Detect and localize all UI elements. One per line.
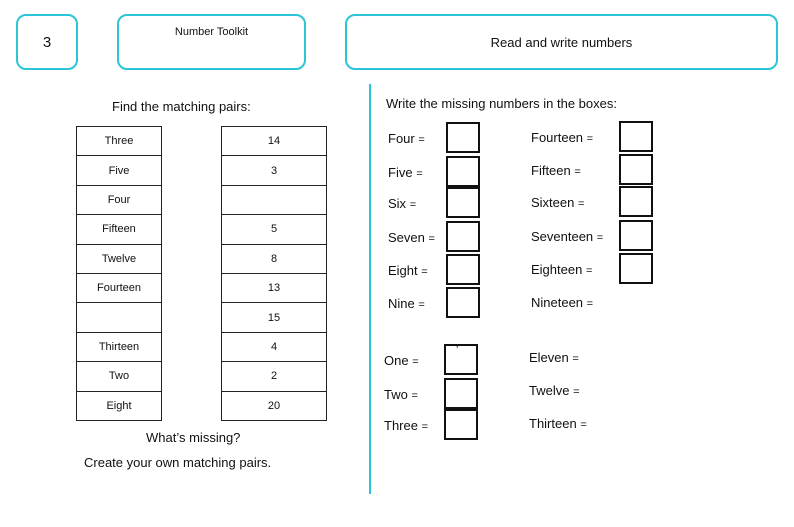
number-word-label [388, 296, 425, 311]
number-word: Seventeen [531, 229, 594, 244]
number-word-label [529, 416, 587, 431]
table-row [77, 185, 162, 214]
number-word-label [531, 262, 592, 277]
col2-row [531, 295, 593, 310]
number-word-label [388, 230, 435, 245]
number-word-label [388, 196, 416, 211]
table-row [222, 273, 327, 302]
col3-row [384, 387, 418, 402]
number-word-label [531, 130, 593, 145]
table-row [77, 156, 162, 185]
number-word-label [529, 383, 580, 398]
number-word: Thirteen [529, 416, 577, 431]
page-title: Read and write numbers [490, 34, 633, 50]
answer-box[interactable] [619, 220, 653, 251]
number-word-label [388, 263, 428, 278]
number-word: Nine [388, 296, 415, 311]
answer-box[interactable] [446, 122, 480, 153]
number-word: One [384, 353, 409, 368]
col2-row [531, 195, 584, 210]
word-cell: Three [77, 127, 162, 156]
words-table [76, 126, 162, 421]
table-row [222, 391, 327, 420]
number-word: Seven [388, 230, 425, 245]
word-cell: Eight [77, 391, 162, 420]
number-word: Five [388, 165, 413, 180]
equals-sign: = [418, 134, 425, 146]
number-word: Four [388, 131, 415, 146]
col1-row [388, 131, 425, 146]
answer-box[interactable] [446, 187, 480, 218]
number-word: Sixteen [531, 195, 575, 210]
number-cell: 4 [222, 332, 327, 361]
word-cell: Thirteen [77, 332, 162, 361]
col3-row [384, 418, 428, 433]
answer-box[interactable] [444, 409, 478, 440]
equals-sign: = [586, 298, 594, 310]
number-cell: 8 [222, 244, 327, 273]
number-word-label [388, 131, 425, 146]
equals-sign: = [418, 299, 425, 311]
number-cell: 2 [222, 362, 327, 391]
toolkit-label: Number Toolkit [174, 26, 249, 38]
page-number: 3 [42, 33, 52, 51]
equals-sign: = [585, 265, 593, 277]
col2-row [531, 262, 592, 277]
number-cell: 15 [222, 303, 327, 332]
number-cell: 13 [222, 273, 327, 302]
column-divider [369, 84, 371, 494]
number-word: Eleven [529, 350, 569, 365]
equals-sign: = [572, 353, 579, 365]
number-word: Fifteen [531, 163, 571, 178]
create-own-prompt: Create your own matching pairs. [84, 455, 272, 470]
table-row [222, 215, 327, 244]
equals-sign: = [409, 199, 417, 211]
col4-row [529, 350, 579, 365]
number-word-label [531, 163, 581, 178]
col1-row [388, 165, 423, 180]
equals-sign: = [428, 233, 435, 245]
table-row [222, 127, 327, 156]
number-word-label [384, 418, 428, 433]
number-word: Nineteen [531, 295, 584, 310]
col4-row [529, 383, 580, 398]
equals-sign: = [586, 133, 594, 145]
number-word-label [531, 229, 603, 244]
page-number-box [16, 14, 78, 70]
whats-missing-question: What’s missing? [146, 430, 241, 445]
equals-sign: = [416, 168, 423, 180]
answer-box[interactable] [619, 154, 653, 185]
missing-numbers-instruction: Write the missing numbers in the boxes: [386, 96, 617, 111]
numbers-table [221, 126, 327, 421]
stray-mark: ’ [456, 345, 459, 356]
col1-row [388, 296, 425, 311]
equals-sign: = [421, 421, 429, 433]
answer-box[interactable] [619, 186, 653, 217]
col1-row [388, 263, 428, 278]
equals-sign: = [578, 198, 585, 210]
table-row [222, 362, 327, 391]
answer-box[interactable] [446, 287, 480, 318]
table-row [77, 215, 162, 244]
word-cell: Four [77, 185, 162, 214]
table-row [77, 391, 162, 420]
toolkit-box [117, 14, 306, 70]
answer-box[interactable] [619, 121, 653, 152]
word-cell: Twelve [77, 244, 162, 273]
word-cell: Five [77, 156, 162, 185]
equals-sign: = [596, 232, 604, 244]
number-word: Two [384, 387, 408, 402]
table-row [77, 244, 162, 273]
number-word-label [384, 387, 418, 402]
col1-row [388, 196, 416, 211]
answer-box[interactable] [444, 378, 478, 409]
number-word: Three [384, 418, 418, 433]
table-row [77, 332, 162, 361]
table-row [77, 303, 162, 332]
number-cell: 14 [222, 127, 327, 156]
word-cell: Fourteen [77, 273, 162, 302]
number-word: Six [388, 196, 407, 211]
word-cell: Fifteen [77, 215, 162, 244]
table-row [222, 185, 327, 214]
answer-box[interactable] [446, 156, 480, 187]
col2-row [531, 163, 581, 178]
table-row [77, 362, 162, 391]
number-cell: 3 [222, 156, 327, 185]
col4-row [529, 416, 587, 431]
table-row [77, 273, 162, 302]
number-cell [222, 185, 327, 214]
title-box [345, 14, 778, 70]
number-cell: 5 [222, 215, 327, 244]
number-word-label [531, 295, 593, 310]
word-cell: Two [77, 362, 162, 391]
number-word-label [384, 353, 419, 368]
col3-row [384, 353, 419, 368]
equals-sign: = [421, 266, 428, 278]
equals-sign: = [412, 356, 419, 368]
number-cell: 20 [222, 391, 327, 420]
table-row [222, 244, 327, 273]
number-word-label [388, 165, 423, 180]
answer-box[interactable] [619, 253, 653, 284]
answer-box[interactable] [444, 344, 478, 375]
col1-row [388, 230, 435, 245]
col2-row [531, 229, 603, 244]
word-cell [77, 303, 162, 332]
number-word: Fourteen [531, 130, 584, 145]
equals-sign: = [580, 419, 587, 431]
number-word: Eight [388, 263, 418, 278]
number-word-label [531, 195, 584, 210]
number-word: Twelve [529, 383, 570, 398]
table-row [222, 303, 327, 332]
table-row [222, 156, 327, 185]
answer-box[interactable] [446, 254, 480, 285]
matching-instruction: Find the matching pairs: [112, 99, 251, 114]
table-row [77, 127, 162, 156]
number-word: Eighteen [531, 262, 583, 277]
equals-sign: = [574, 166, 581, 178]
table-row [222, 332, 327, 361]
col2-row [531, 130, 593, 145]
equals-sign: = [411, 390, 418, 402]
number-word-label [529, 350, 579, 365]
equals-sign: = [573, 386, 580, 398]
answer-box[interactable] [446, 221, 480, 252]
